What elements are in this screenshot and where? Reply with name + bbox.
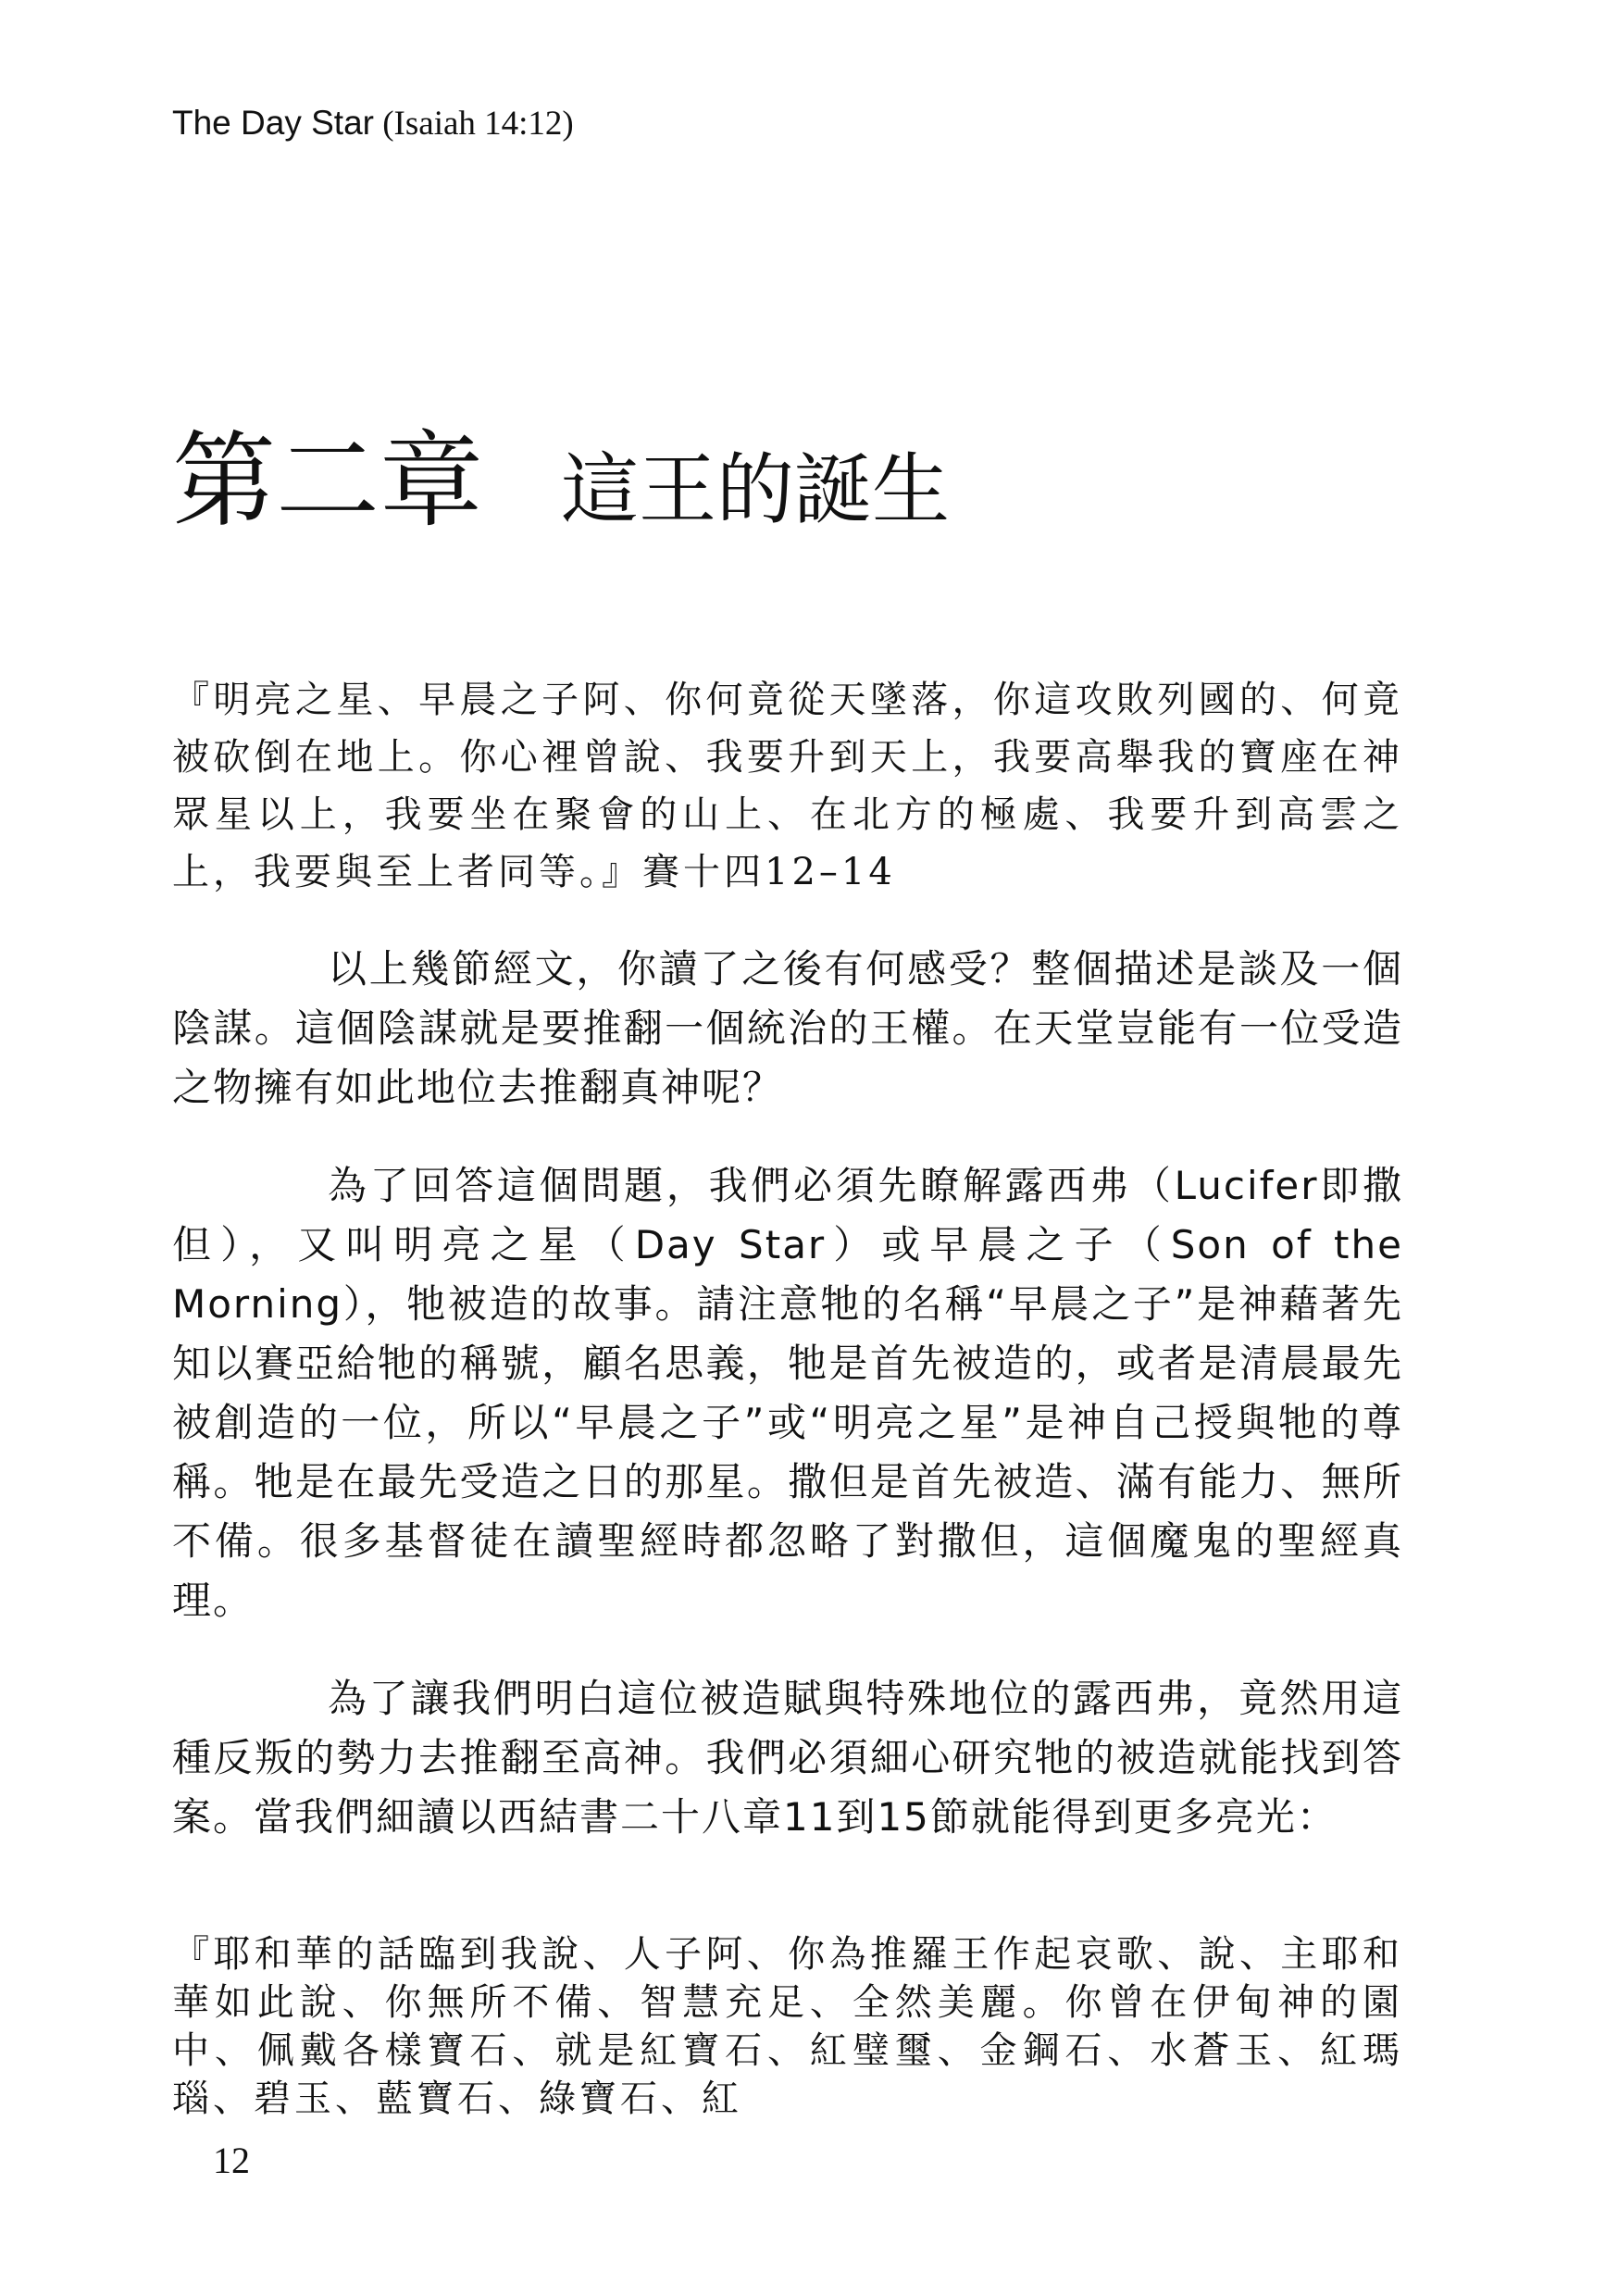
scripture-reference: (Isaiah 14:12) [382, 105, 574, 143]
quote-text: 『耶和華的話臨到我說、人子阿、你為推羅王作起哀歌、說、主耶和華如此說、你無所不備、智慧充足、全然美麗。你曾在伊甸神的園中、佩戴各樣寶石、就是紅寶石、紅璧璽、金鋼石、水蒼玉、紅瑪瑙、碧玉、藍寶石、綠寶石、紅 [172, 1933, 1403, 2120]
chapter-title: 這王的誕生 [561, 444, 951, 535]
ezekiel-scripture-quote [172, 1930, 1403, 2123]
book-title: The Day Star [172, 104, 374, 142]
page-number: 12 [213, 2140, 250, 2181]
body-text [172, 940, 1403, 1847]
chapter-number: 第二章 [172, 421, 483, 542]
paragraph-2: 為了回答這個問題，我們必須先瞭解露西弗（Lucifer即撒但），又叫明亮之星（Day Star）或早晨之子（Son of the Morning），牠被造的故事。請注意牠的名稱“早晨之子”是神藉著先知以賽亞給牠的稱號，顧名思義，牠是首先被造的，或者是清晨最先被創造的一位，所以“早晨之子”或“明亮之星”是神自己授與牠的尊稱。牠是在最先受造之日的那星。撒但是首先被造、滿有能力、無所不備。很多基督徒在讀聖經時都忽略了對撒但，這個魔鬼的聖經真理。 [172, 1163, 1403, 1623]
paragraph-3: 為了讓我們明白這位被造賦與特殊地位的露西弗，竟然用這種反叛的勢力去推翻至高神。我們必須細心研究牠的被造就能找到答案。當我們細讀以西結書二十八章11到15節就能得到更多亮光： [172, 1676, 1403, 1840]
paragraph-1: 以上幾節經文，你讀了之後有何感受？整個描述是談及一個陰謀。這個陰謀就是要推翻一個統治的王權。在天堂豈能有一位受造之物擁有如此地位去推翻真神呢？ [172, 946, 1403, 1110]
opening-scripture-quote [172, 671, 1403, 901]
chapter-heading [172, 417, 950, 546]
quote-text: 『明亮之星、早晨之子阿、你何竟從天墜落，你這攻敗列國的、何竟被砍倒在地上。你心裡曾說、我要升到天上，我要高舉我的寶座在神眾星以上，我要坐在聚會的山上、在北方的極處、我要升到高雲之上，我要與至上者同等。』賽十四12–14 [172, 679, 1403, 893]
running-header [172, 102, 574, 145]
